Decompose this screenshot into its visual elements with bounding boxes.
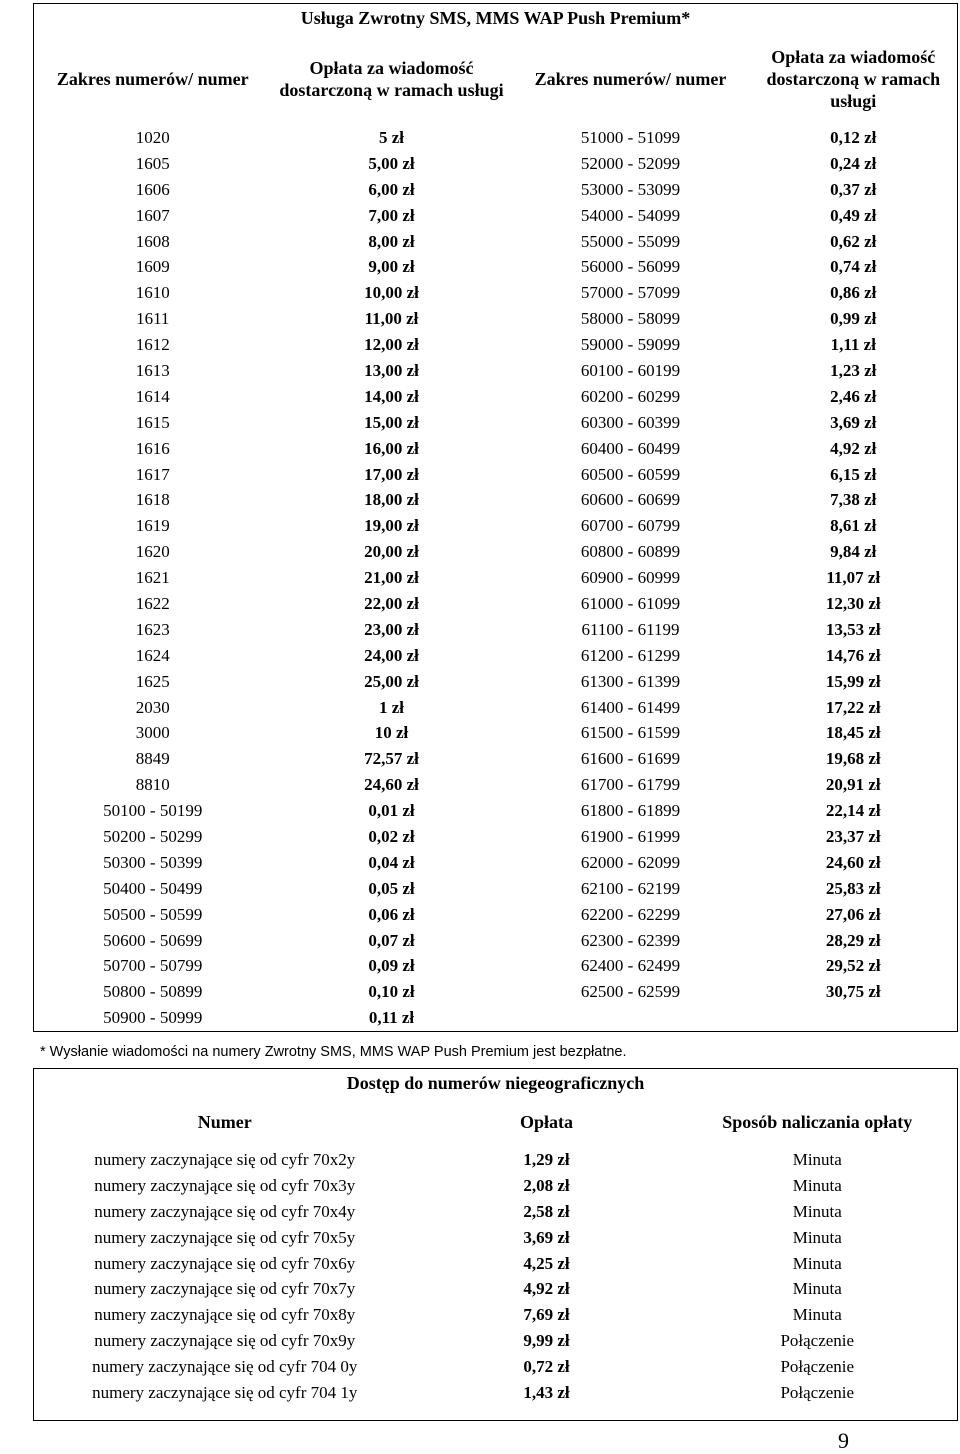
table-row bbox=[34, 1225, 958, 1251]
number-cell: numery zaczynające się od cyfr 70x2y bbox=[94, 1149, 356, 1169]
table-row bbox=[34, 876, 958, 902]
fee-cell: 22,14 zł bbox=[825, 801, 881, 821]
fee-cell: 0,06 zł bbox=[368, 904, 415, 924]
range-cell: 60100 - 60199 bbox=[580, 360, 681, 380]
range-cell: 1613 bbox=[135, 360, 170, 380]
fee-cell: 18,45 zł bbox=[825, 723, 881, 743]
fee-cell: 0,74 zł bbox=[830, 257, 877, 277]
billing-cell: Połączenie bbox=[780, 1382, 855, 1402]
billing-cell: Minuta bbox=[792, 1279, 842, 1299]
fee-cell: 0,37 zł bbox=[830, 179, 877, 199]
fee-cell: 7,38 zł bbox=[830, 490, 877, 510]
fee-cell: 4,92 zł bbox=[830, 438, 877, 458]
fee-cell: 9,84 zł bbox=[830, 542, 877, 562]
range-cell: 62200 - 62299 bbox=[580, 904, 681, 924]
range-cell: 50800 - 50899 bbox=[103, 982, 203, 1002]
fee-cell: 16,00 zł bbox=[364, 438, 419, 458]
range-cell: 1623 bbox=[135, 619, 170, 639]
range-cell: 51000 - 51099 bbox=[580, 127, 681, 147]
fee-cell: 1,23 zł bbox=[830, 360, 877, 380]
fee-cell: 21,00 zł bbox=[364, 568, 419, 588]
table-row bbox=[34, 1173, 958, 1199]
range-cell: 50500 - 50599 bbox=[103, 904, 203, 924]
fee-cell: 10 zł bbox=[374, 723, 409, 743]
range-cell: 52000 - 52099 bbox=[580, 153, 681, 173]
table-row bbox=[34, 902, 958, 928]
range-cell: 59000 - 59099 bbox=[580, 335, 681, 355]
table-row bbox=[34, 798, 958, 824]
table-row bbox=[34, 487, 958, 513]
number-cell: numery zaczynające się od cyfr 70x9y bbox=[94, 1331, 356, 1351]
fee-cell: 6,15 zł bbox=[830, 464, 877, 484]
table-row bbox=[34, 177, 958, 203]
table-row bbox=[34, 1251, 958, 1277]
table-row bbox=[34, 772, 958, 798]
table-row bbox=[34, 358, 958, 384]
fee-cell: 24,60 zł bbox=[825, 852, 881, 872]
table-row bbox=[34, 954, 958, 980]
fee-cell: 9,99 zł bbox=[523, 1331, 570, 1351]
range-cell: 62000 - 62099 bbox=[580, 852, 681, 872]
table-row bbox=[34, 151, 958, 177]
table-row bbox=[34, 1380, 958, 1406]
number-cell: numery zaczynające się od cyfr 704 0y bbox=[92, 1357, 358, 1377]
fee-cell: 3,69 zł bbox=[523, 1227, 570, 1247]
premium-sms-table-body bbox=[34, 125, 958, 1032]
table-row bbox=[34, 1276, 958, 1302]
range-cell: 1617 bbox=[135, 464, 170, 484]
range-cell: 8810 bbox=[135, 775, 170, 795]
range-cell: 1607 bbox=[135, 205, 170, 225]
fee-cell: 0,24 zł bbox=[830, 153, 877, 173]
range-cell: 1609 bbox=[135, 257, 170, 277]
fee-cell: 25,83 zł bbox=[825, 878, 881, 898]
fee-cell: 0,02 zł bbox=[368, 826, 415, 846]
fee-cell: 2,08 zł bbox=[523, 1175, 570, 1195]
fee-cell: 0,05 zł bbox=[368, 878, 415, 898]
range-cell: 56000 - 56099 bbox=[580, 257, 681, 277]
range-cell: 62300 - 62399 bbox=[580, 930, 681, 950]
fee-cell: 13,53 zł bbox=[825, 619, 881, 639]
table-row bbox=[34, 850, 958, 876]
column-header-fee: Opłata bbox=[519, 1112, 573, 1132]
fee-cell: 0,04 zł bbox=[368, 852, 415, 872]
table-row bbox=[34, 643, 958, 669]
table-row bbox=[34, 824, 958, 850]
fee-cell: 27,06 zł bbox=[825, 904, 881, 924]
fee-cell: 6,00 zł bbox=[368, 179, 415, 199]
range-cell: 60600 - 60699 bbox=[580, 490, 681, 510]
fee-cell: 0,09 zł bbox=[368, 956, 415, 976]
range-cell: 1624 bbox=[135, 645, 170, 665]
footnote: * Wysłanie wiadomości na numery Zwrotny SMS, MMS WAP Push Premium jest bezpłatne. bbox=[40, 1044, 627, 1060]
table-row bbox=[34, 928, 958, 954]
table-spacer-row bbox=[34, 1406, 958, 1421]
table-title: Usługa Zwrotny SMS, MMS WAP Push Premium* bbox=[300, 7, 691, 28]
range-cell: 1608 bbox=[135, 231, 170, 251]
number-cell: numery zaczynające się od cyfr 70x8y bbox=[94, 1305, 356, 1325]
fee-cell: 7,69 zł bbox=[523, 1305, 570, 1325]
fee-cell: 1,29 zł bbox=[523, 1149, 570, 1169]
billing-cell: Połączenie bbox=[780, 1331, 855, 1351]
fee-cell: 7,00 zł bbox=[368, 205, 415, 225]
range-cell bbox=[512, 1005, 750, 1031]
fee-cell: 20,00 zł bbox=[364, 542, 419, 562]
fee-cell: 1,43 zł bbox=[523, 1382, 570, 1402]
fee-cell: 0,99 zł bbox=[830, 309, 877, 329]
range-cell: 1618 bbox=[135, 490, 170, 510]
table-row bbox=[34, 695, 958, 721]
billing-cell: Minuta bbox=[792, 1253, 842, 1273]
fee-cell: 12,30 zł bbox=[825, 593, 881, 613]
range-cell: 61500 - 61599 bbox=[580, 723, 681, 743]
fee-cell: 72,57 zł bbox=[364, 749, 419, 769]
column-header-fee-2: Opłata za wiadomość dostarczoną w ramach usługi bbox=[766, 46, 941, 111]
range-cell: 50700 - 50799 bbox=[103, 956, 203, 976]
fee-cell: 30,75 zł bbox=[825, 982, 881, 1002]
fee-cell: 0,01 zł bbox=[368, 801, 415, 821]
range-cell: 61200 - 61299 bbox=[580, 645, 681, 665]
non-geographic-numbers-table-body bbox=[34, 1147, 958, 1420]
fee-cell: 22,00 zł bbox=[364, 593, 419, 613]
number-cell: numery zaczynające się od cyfr 70x6y bbox=[94, 1253, 356, 1273]
fee-cell: 18,00 zł bbox=[364, 490, 419, 510]
range-cell: 50900 - 50999 bbox=[103, 1008, 203, 1028]
range-cell: 2030 bbox=[135, 697, 170, 717]
page-number: 9 bbox=[838, 1428, 849, 1453]
fee-cell: 24,00 zł bbox=[364, 645, 419, 665]
fee-cell: 0,49 zł bbox=[830, 205, 877, 225]
fee-cell: 13,00 zł bbox=[364, 360, 419, 380]
fee-cell: 20,91 zł bbox=[825, 775, 881, 795]
fee-cell: 14,76 zł bbox=[825, 645, 881, 665]
number-cell: numery zaczynające się od cyfr 70x5y bbox=[94, 1227, 356, 1247]
range-cell: 1611 bbox=[136, 309, 170, 329]
fee-cell: 0,86 zł bbox=[830, 283, 877, 303]
range-cell: 60500 - 60599 bbox=[580, 464, 681, 484]
range-cell: 1614 bbox=[135, 386, 170, 406]
range-cell: 8849 bbox=[135, 749, 170, 769]
column-header-range-1: Zakres numerów/ numer bbox=[56, 68, 249, 89]
fee-cell: 29,52 zł bbox=[825, 956, 881, 976]
fee-cell: 11,00 zł bbox=[364, 309, 419, 329]
fee-cell: 0,07 zł bbox=[368, 930, 415, 950]
range-cell: 3000 bbox=[135, 723, 170, 743]
table-row bbox=[34, 565, 958, 591]
range-cell: 53000 - 53099 bbox=[580, 179, 681, 199]
fee-cell: 15,00 zł bbox=[364, 412, 419, 432]
fee-cell: 28,29 zł bbox=[825, 930, 881, 950]
table-row bbox=[34, 410, 958, 436]
fee-cell: 23,37 zł bbox=[825, 826, 881, 846]
table-row bbox=[34, 384, 958, 410]
range-cell: 50300 - 50399 bbox=[103, 852, 203, 872]
fee-cell: 17,00 zł bbox=[364, 464, 419, 484]
range-cell: 1606 bbox=[135, 179, 170, 199]
table-row bbox=[34, 539, 958, 565]
table-row bbox=[34, 125, 958, 151]
range-cell: 50200 - 50299 bbox=[103, 826, 203, 846]
table-row bbox=[34, 513, 958, 539]
fee-cell: 9,00 zł bbox=[368, 257, 415, 277]
range-cell: 61900 - 61999 bbox=[580, 826, 681, 846]
number-cell: numery zaczynające się od cyfr 704 1y bbox=[92, 1382, 358, 1402]
non-geographic-numbers-table bbox=[33, 1068, 958, 1421]
fee-cell: 3,69 zł bbox=[830, 412, 877, 432]
range-cell: 60400 - 60499 bbox=[580, 438, 681, 458]
range-cell: 61400 - 61499 bbox=[580, 697, 681, 717]
fee-cell: 2,46 zł bbox=[830, 386, 877, 406]
range-cell: 57000 - 57099 bbox=[580, 283, 681, 303]
range-cell: 1621 bbox=[135, 568, 170, 588]
fee-cell: 1,11 zł bbox=[830, 335, 876, 355]
range-cell: 1020 bbox=[135, 127, 170, 147]
range-cell: 62400 - 62499 bbox=[580, 956, 681, 976]
table-title: Dostęp do numerów niegeograficznych bbox=[346, 1072, 645, 1093]
table-row bbox=[34, 203, 958, 229]
fee-cell: 19,00 zł bbox=[364, 516, 419, 536]
fee-cell: 8,00 zł bbox=[368, 231, 415, 251]
column-header-range-2: Zakres numerów/ numer bbox=[534, 68, 727, 89]
range-cell: 1619 bbox=[135, 516, 170, 536]
range-cell: 1610 bbox=[135, 283, 170, 303]
table-row bbox=[34, 1147, 958, 1173]
range-cell: 1612 bbox=[135, 335, 170, 355]
fee-cell: 0,11 zł bbox=[368, 1008, 415, 1028]
range-cell: 61100 - 61199 bbox=[581, 619, 680, 639]
range-cell: 60900 - 60999 bbox=[580, 568, 681, 588]
table-row bbox=[34, 591, 958, 617]
fee-cell: 5 zł bbox=[378, 127, 405, 147]
table-row bbox=[34, 306, 958, 332]
range-cell: 1620 bbox=[135, 542, 170, 562]
range-cell: 62100 - 62199 bbox=[580, 878, 681, 898]
fee-cell: 24,60 zł bbox=[364, 775, 419, 795]
fee-cell: 19,68 zł bbox=[825, 749, 881, 769]
table-row bbox=[34, 1005, 958, 1031]
table-row bbox=[34, 746, 958, 772]
premium-sms-table bbox=[33, 3, 958, 1032]
range-cell: 1615 bbox=[135, 412, 170, 432]
fee-cell: 8,61 zł bbox=[830, 516, 877, 536]
table-row bbox=[34, 280, 958, 306]
table-row bbox=[34, 462, 958, 488]
range-cell: 61000 - 61099 bbox=[580, 593, 681, 613]
range-cell: 61600 - 61699 bbox=[580, 749, 681, 769]
range-cell: 62500 - 62599 bbox=[580, 982, 681, 1002]
range-cell: 61800 - 61899 bbox=[580, 801, 681, 821]
table-row bbox=[34, 1328, 958, 1354]
fee-cell: 14,00 zł bbox=[364, 386, 419, 406]
spacer-cell bbox=[34, 1406, 958, 1421]
column-header-number: Numer bbox=[197, 1112, 252, 1132]
fee-cell: 0,62 zł bbox=[830, 231, 877, 251]
range-cell: 60700 - 60799 bbox=[580, 516, 681, 536]
range-cell: 1625 bbox=[135, 671, 170, 691]
number-cell: numery zaczynające się od cyfr 70x7y bbox=[94, 1279, 356, 1299]
fee-cell: 17,22 zł bbox=[825, 697, 881, 717]
fee-cell bbox=[750, 1005, 958, 1031]
range-cell: 1605 bbox=[135, 153, 170, 173]
table-row bbox=[34, 229, 958, 255]
fee-cell: 23,00 zł bbox=[364, 619, 419, 639]
table-row bbox=[34, 436, 958, 462]
column-header-fee-1: Opłata za wiadomość dostarczoną w ramach usługi bbox=[279, 57, 504, 100]
table-row bbox=[34, 669, 958, 695]
fee-cell: 0,72 zł bbox=[523, 1357, 570, 1377]
billing-cell: Minuta bbox=[792, 1149, 842, 1169]
range-cell: 60200 - 60299 bbox=[580, 386, 681, 406]
number-cell: numery zaczynające się od cyfr 70x4y bbox=[94, 1201, 356, 1221]
range-cell: 50100 - 50199 bbox=[103, 801, 203, 821]
table-row bbox=[34, 1302, 958, 1328]
fee-cell: 10,00 zł bbox=[364, 283, 419, 303]
billing-cell: Minuta bbox=[792, 1201, 842, 1221]
range-cell: 61700 - 61799 bbox=[580, 775, 681, 795]
billing-cell: Minuta bbox=[792, 1175, 842, 1195]
range-cell: 60800 - 60899 bbox=[580, 542, 681, 562]
table-row bbox=[34, 254, 958, 280]
number-cell: numery zaczynające się od cyfr 70x3y bbox=[94, 1175, 356, 1195]
range-cell: 55000 - 55099 bbox=[580, 231, 681, 251]
fee-cell: 5,00 zł bbox=[368, 153, 415, 173]
range-cell: 61300 - 61399 bbox=[580, 671, 681, 691]
range-cell: 50400 - 50499 bbox=[103, 878, 203, 898]
range-cell: 1622 bbox=[135, 593, 170, 613]
table-row bbox=[34, 1354, 958, 1380]
table-row bbox=[34, 617, 958, 643]
range-cell: 54000 - 54099 bbox=[580, 205, 681, 225]
billing-cell: Minuta bbox=[792, 1227, 842, 1247]
billing-cell: Połączenie bbox=[780, 1357, 855, 1377]
range-cell: 60300 - 60399 bbox=[580, 412, 681, 432]
fee-cell: 25,00 zł bbox=[364, 671, 419, 691]
table-row bbox=[34, 979, 958, 1005]
table-row bbox=[34, 1199, 958, 1225]
fee-cell: 0,12 zł bbox=[830, 127, 877, 147]
fee-cell: 1 zł bbox=[378, 697, 405, 717]
fee-cell: 15,99 zł bbox=[825, 671, 881, 691]
range-cell: 58000 - 58099 bbox=[580, 309, 681, 329]
billing-cell: Minuta bbox=[792, 1305, 842, 1325]
table-row bbox=[34, 332, 958, 358]
fee-cell: 0,10 zł bbox=[368, 982, 415, 1002]
range-cell: 1616 bbox=[135, 438, 170, 458]
range-cell: 50600 - 50699 bbox=[103, 930, 203, 950]
column-header-billing: Sposób naliczania opłaty bbox=[722, 1112, 913, 1132]
fee-cell: 2,58 zł bbox=[523, 1201, 570, 1221]
fee-cell: 4,92 zł bbox=[523, 1279, 570, 1299]
fee-cell: 4,25 zł bbox=[523, 1253, 570, 1273]
fee-cell: 12,00 zł bbox=[364, 335, 419, 355]
table-row bbox=[34, 720, 958, 746]
fee-cell: 11,07 zł bbox=[826, 568, 881, 588]
